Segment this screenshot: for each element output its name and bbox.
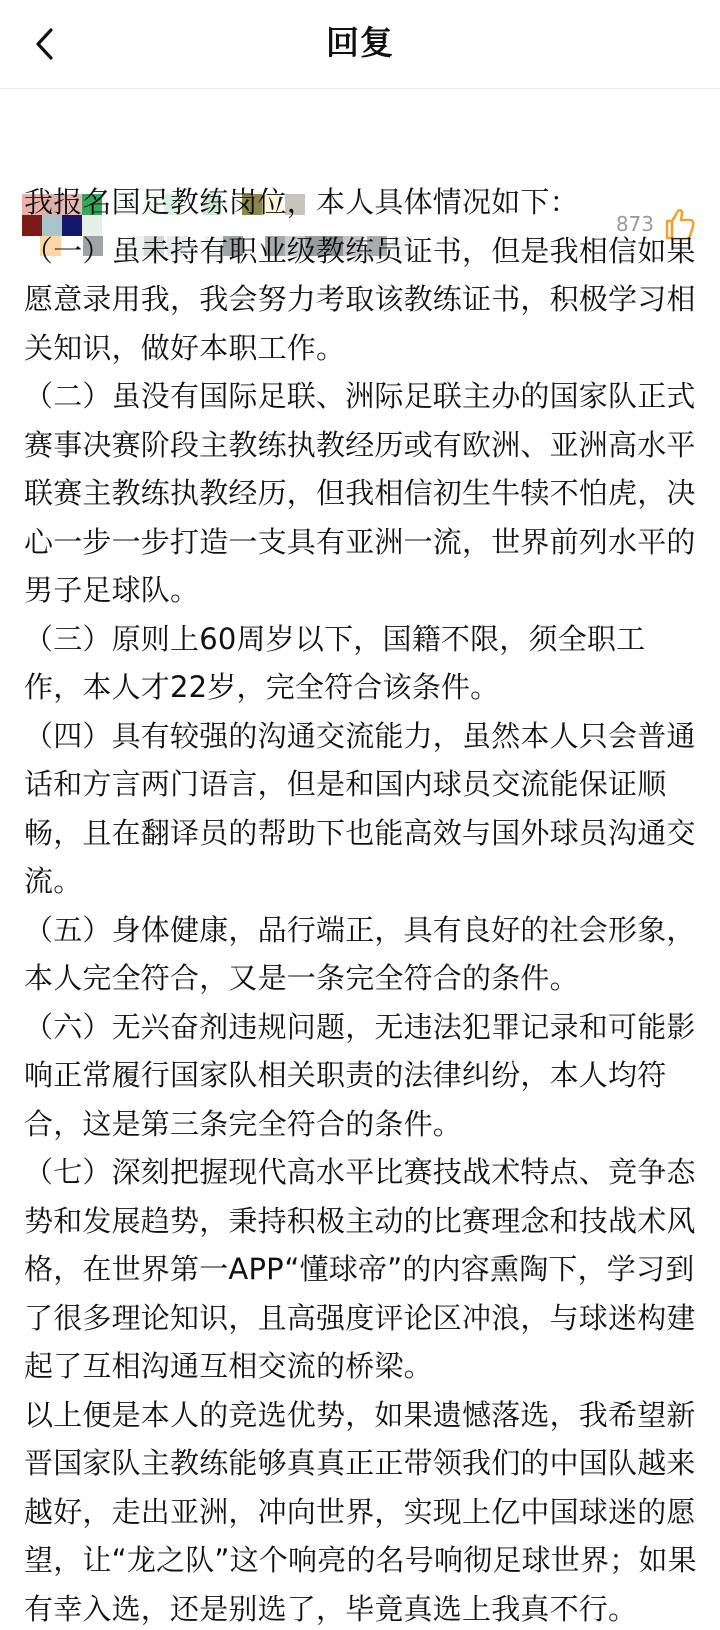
- reply-paragraph-four: （四）具有较强的沟通交流能力，虽然本人只会普通话和方言两门语言，但是和国内球员交流能保证顺畅，且在翻译员的帮助下也能高效与国外球员沟通交流。: [24, 718, 696, 898]
- page-title: 回复: [326, 23, 394, 62]
- reply-paragraph-intro: 我报名国足教练岗位，本人具体情况如下：: [24, 185, 579, 219]
- reply-paragraph-one: （一）虽未持有职业级教练员证书，但是我相信如果愿意录用我，我会努力考取该教练证书，积极学习相关知识，做好本职工作。: [24, 233, 696, 365]
- reply-paragraph-five: （五）身体健康，品行端正，具有良好的社会形象，本人完全符合，又是一条完全符合的条件。: [24, 912, 696, 995]
- reply-paragraph-conclusion: 以上便是本人的竞选优势，如果遗憾落选，我希望新晋国家队主教练能够真真正正带领我们的中国队越来越好，走出亚洲，冲向世界，实现上亿中国球迷的愿望，让“龙之队”这个响亮的名号响彻足球世界；如果有幸入选，还是别选了，毕竟真选上我真不行。: [24, 1397, 697, 1626]
- like-count: 873: [615, 212, 654, 236]
- reply-paragraph-six: （六）无兴奋剂违规问题，无违法犯罪记录和可能影响正常履行国家队相关职责的法律纠纷，本人均符合，这是第三条完全符合的条件。: [24, 1009, 696, 1141]
- reply-content: [24, 178, 699, 1630]
- reply-paragraph-three: （三）原则上60周岁以下，国籍不限，须全职工作，本人才22岁，完全符合该条件。: [24, 621, 646, 704]
- reply-paragraph-two: （二）虽没有国际足联、洲际足联主办的国家队正式赛事决赛阶段主教练执教经历或有欧洲、亚洲高水平联赛主教练执教经历，但我相信初生牛犊不怕虎，决心一步一步打造一支具有亚洲一流，世界前列水平的男子足球队。: [24, 379, 696, 607]
- reply-paragraph-seven: （七）深刻把握现代高水平比赛技战术特点、竞争态势和发展趋势，秉持积极主动的比赛理念和技战术风格，在世界第一APP“懂球帝”的内容熏陶下，学习到了很多理论知识，且高强度评论区冲浪，与球迷构建起了互相沟通互相交流的桥梁。: [24, 1155, 696, 1383]
- navigation-bar: [0, 0, 720, 89]
